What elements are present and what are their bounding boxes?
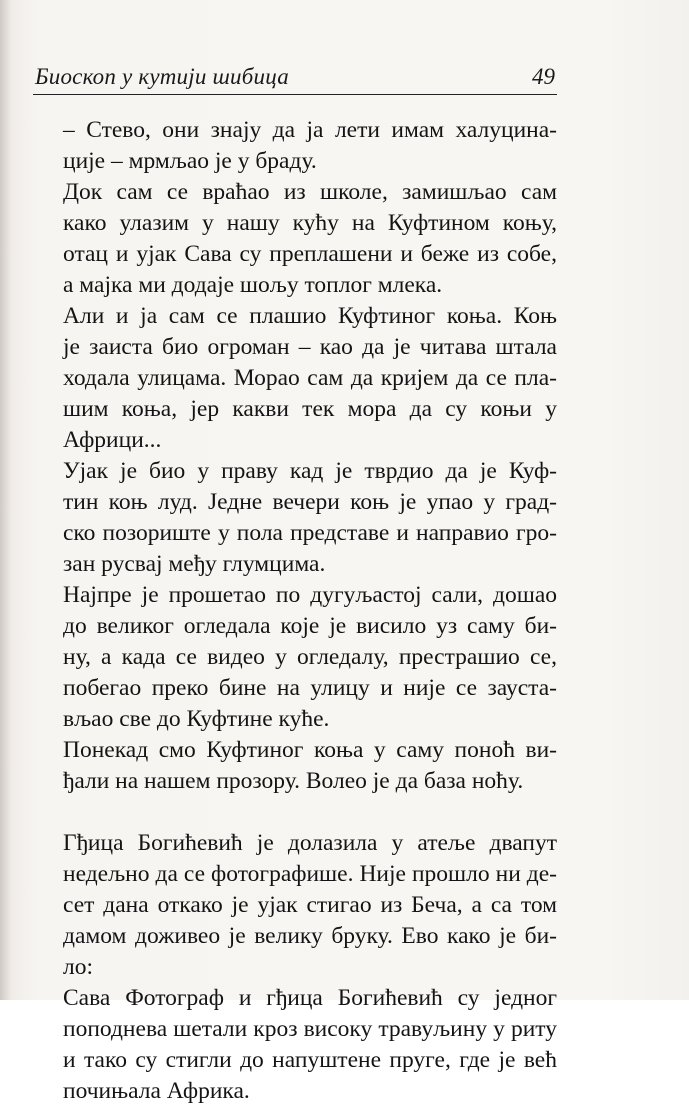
text-line: Док сам се враћао из школе, замишљао сам	[63, 179, 557, 205]
paragraph	[33, 580, 557, 735]
text-line: ну, а када се видео у огледалу, престрашио се,	[63, 644, 557, 670]
text-line: ло:	[63, 954, 94, 980]
text-line: отац и ујак Сава су преплашени и беже из собе,	[63, 241, 557, 267]
paragraph	[33, 735, 557, 797]
paragraph	[33, 301, 557, 456]
text-line: вљао све до Куфтине куће.	[63, 706, 330, 732]
text-line: и тако су стигли до напуштене пруге, где је већ	[63, 1047, 557, 1073]
text-line: дамом доживео је велику бруку. Ево како је би-	[63, 923, 557, 949]
section-break	[33, 797, 557, 828]
text-line: шим коња, јер какви тек морa да су коњи у	[63, 396, 557, 422]
text-line: Ујак је био у праву кад је тврдио да је Куф-	[63, 458, 557, 484]
text-line: Понекад смо Куфтиног коња у саму поноћ ви-	[63, 737, 557, 763]
text-line: до великог огледала које је висило уз саму би-	[63, 613, 557, 639]
page-binding-edge	[0, 0, 10, 1000]
text-line: Африци...	[63, 427, 162, 453]
paragraph	[33, 177, 557, 301]
paragraph	[33, 456, 557, 580]
text-line: како улазим у нашу кућу на Куфтином коњу,	[63, 210, 557, 236]
text-line: а мајка ми додаје шољу топлог млека.	[63, 272, 443, 298]
paragraph	[33, 115, 557, 177]
running-title: Биоскоп у кутији шибица	[35, 64, 289, 89]
text-line: почињала Африка.	[63, 1078, 250, 1104]
text-line: ђали на нашем прозору. Волео је да база ноћу.	[63, 768, 524, 794]
text-line: – Стево, они знају да ја лети имам халуцина-	[63, 117, 557, 143]
text-line: Најпре је прошетао по дугуљастој сали, дошао	[63, 582, 557, 608]
paragraph	[33, 983, 557, 1107]
text-line: ходала улицама. Морао сам да кријем да се пла-	[63, 365, 557, 391]
text-line: побегао преко бине на улицу и није се зауста-	[63, 675, 557, 701]
page-number: 49	[532, 64, 555, 89]
text-line: Али и ја сам се плашио Куфтиног коња. Коњ	[63, 303, 557, 329]
paragraph	[33, 828, 557, 983]
text-line: недељно да се фотографише. Није прошло ни де-	[63, 861, 557, 887]
text-line: зан русвај међу глумцима.	[63, 551, 326, 577]
text-line: тин коњ луд. Једне вечери коњ је упао у град-	[63, 489, 557, 515]
text-line: је заиста био огроман – као да је читава штала	[63, 334, 557, 360]
running-header	[33, 60, 557, 95]
text-line: ско позориште у пола представе и направио гро-	[63, 520, 557, 546]
text-line: Гђица Богићевић је долазила у атеље двапут	[63, 830, 557, 856]
body-text	[33, 115, 557, 1107]
text-line: сет дана откако је ујак стигао из Беча, а са том	[63, 892, 557, 918]
text-line: поподнева шетали кроз високу травуљину у риту	[63, 1016, 557, 1042]
text-line: ције – мрмљао је у браду.	[63, 148, 317, 174]
text-line: Сава Фотограф и гђица Богићевић су једног	[63, 985, 557, 1011]
